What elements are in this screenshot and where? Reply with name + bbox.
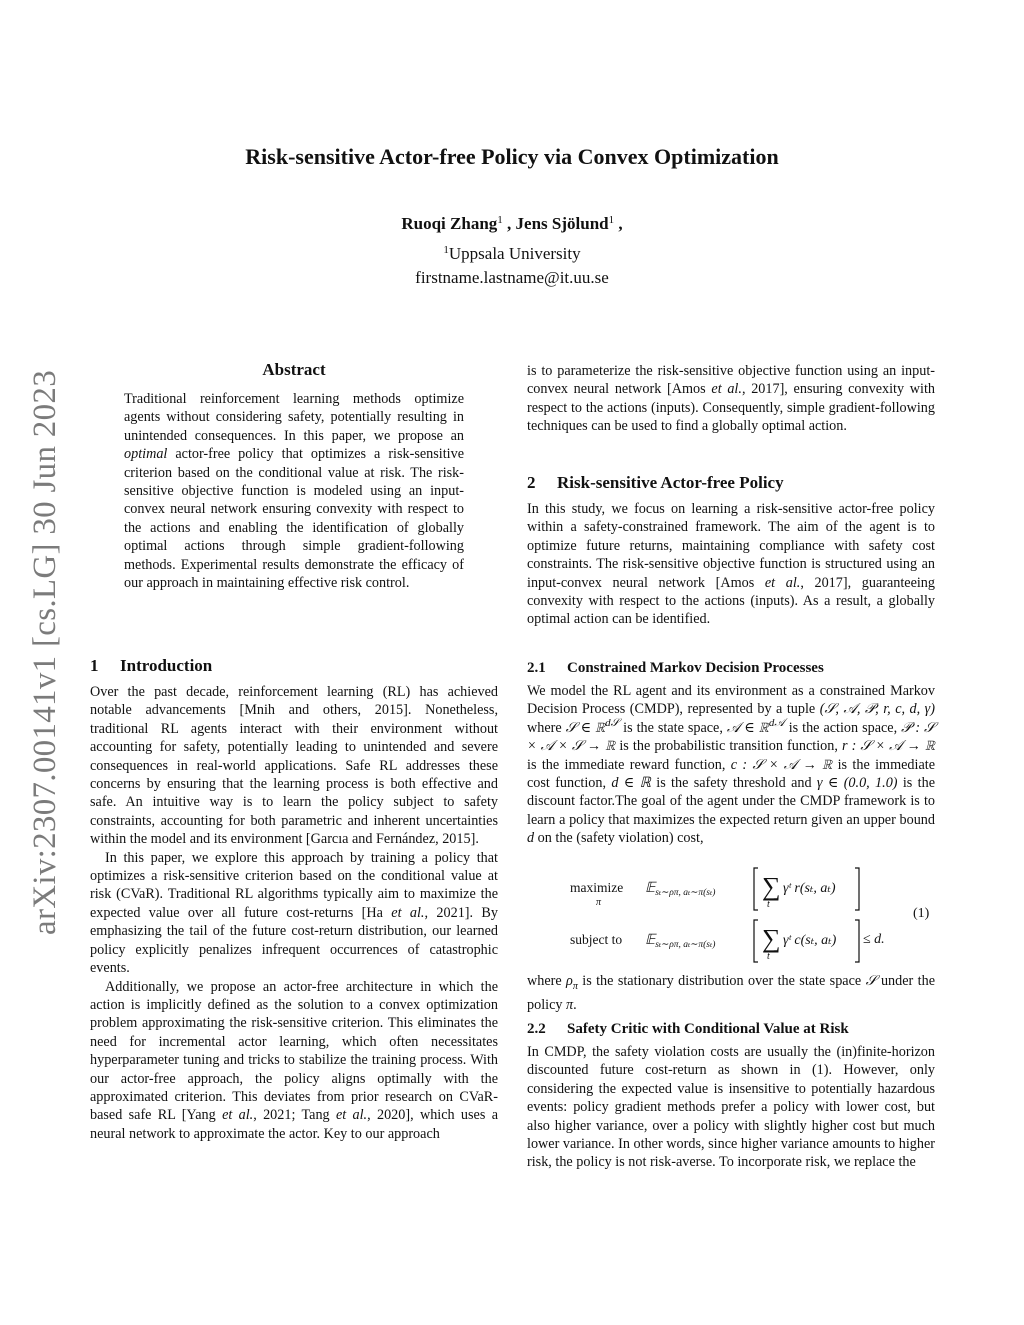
- citation-etal: et al.: [335, 1107, 368, 1124]
- math-inline: d: [527, 830, 535, 847]
- subsection-2-1-body: [527, 682, 935, 848]
- equation-explanation: [527, 972, 935, 1015]
- text-run: We model the RL agent and its environment as a constrained Markov Decision Process (CMDP), represented by a tuple: [527, 683, 935, 718]
- text-run: is to parameterize the risk-sensitive objective function using an input-convex neural network [Amos: [527, 363, 935, 398]
- math-inline: c : 𝒮 × 𝒜 → ℝ: [730, 756, 833, 773]
- math-inline: d ∈ ℝ: [611, 775, 651, 792]
- text-run: on the (safety violation) cost,: [534, 830, 704, 847]
- math-superscript: d𝒮: [605, 716, 620, 729]
- equation-expectation: [645, 932, 715, 950]
- text-run: , 2017], guaranteeing convexity with respect to the actions (inputs). As a result, a globally optimal action can be identified.: [527, 574, 935, 628]
- expectation-symbol: 𝔼: [645, 933, 656, 948]
- paragraph: In CMDP, the safety violation costs are usually the (in)finite-horizon discounted future cost-return as shown in (1). However, only considering the expected value is insensitive to potentially hazardous events: policy gradient methods prefer a policy with lower cost, but also higher variance, over a policy with slightly higher cost but much lower variance. In other words, since higher variance amounts to higher risk, the policy is not risk-averse. To incorporate risk, we replace the: [527, 1044, 935, 1171]
- math-inline: 𝒮 ∈ ℝ: [565, 719, 606, 736]
- equation-subject-to: subject to: [570, 932, 623, 947]
- citation-etal: et al.: [711, 381, 742, 398]
- section-title: Introduction: [120, 656, 213, 675]
- author-affil-mark: 1: [608, 214, 615, 226]
- equation-sum-index: t: [767, 899, 770, 910]
- equation-objective-term: γᵗ r(sₜ, aₜ): [783, 881, 836, 896]
- equation-expectation: [645, 880, 715, 898]
- affiliation: [0, 244, 1024, 264]
- author-name: Jens Sjölund: [515, 214, 609, 233]
- arxiv-stamp-text: arXiv:2307.00141v1 [cs.LG] 30 Jun 2023: [26, 369, 63, 936]
- text-run: is the discount factor.The goal of the agent under the CMDP framework is to learn a policy that maximizes the expected return given an upper bound: [527, 775, 935, 828]
- math-inline: γ ∈ (0.0, 1.0): [816, 775, 898, 792]
- text-run: is the action space,: [784, 719, 902, 736]
- text-run: is the immediate cost function,: [527, 756, 935, 792]
- abstract-heading: Abstract: [262, 360, 326, 379]
- introduction-body: [90, 683, 498, 1143]
- paragraph: [527, 972, 935, 1015]
- expectation-symbol: 𝔼: [645, 881, 656, 896]
- abstract-paragraph: [124, 390, 464, 592]
- math-inline: r : 𝒮 × 𝒜 → ℝ: [841, 738, 935, 755]
- subsection-number: 2.1: [527, 660, 546, 676]
- equation-maximize: maximize: [570, 880, 624, 895]
- author-separator: ,: [502, 214, 516, 233]
- subsection-number: 2.2: [527, 1021, 546, 1037]
- abstract-body: [124, 390, 464, 592]
- author-email: firstname.lastname@it.uu.se: [415, 268, 609, 287]
- text-run: In this study, we focus on learning a risk-sensitive actor-free policy within a safety-constrained framework. The aim of the agent is to optimize future returns, maintaining compliance with safety cost constraints. The risk-sensitive objective function is structured using an input-convex neural network [Amos: [527, 501, 935, 591]
- equation-number: (1): [913, 906, 930, 921]
- text-run: under the policy: [527, 973, 935, 1014]
- expectation-subscript: sₜ∼ρπ, aₜ∼π(sₜ): [655, 888, 716, 898]
- text-run: , 2017], ensuring convexity with respect to the actions (inputs). Consequently, simple gradient-following techniques can be used to find a globally optimal action.: [527, 381, 936, 435]
- equation-sum: ∑: [762, 872, 781, 901]
- equation-maximize-var: π: [596, 897, 602, 908]
- text-run: , 2021; Tang: [253, 1107, 336, 1124]
- section-heading-introduction: [90, 656, 212, 676]
- citation-etal: et al.: [222, 1107, 254, 1124]
- math-inline: ρ: [566, 973, 573, 989]
- text-run: In this paper, we explore this approach by training a policy that optimizes a risk-sensitive criterion based on the conditional value at risk (CVaR). Traditional RL algorithms typically aim to maximize the expected value over all future cost-returns [Ha: [90, 849, 498, 921]
- text-run: .: [573, 997, 577, 1014]
- equation-1: [527, 864, 935, 968]
- equation-sum-index: t: [767, 951, 770, 962]
- text-run: is the probabilistic transition function,: [615, 738, 842, 755]
- subsection-2-2-body: [527, 1043, 935, 1172]
- section-number: 1: [90, 656, 99, 675]
- paragraph: Over the past decade, reinforcement learning (RL) has achieved notable advancements [Mnih and others, 2015]. Nonetheless, traditional RL agents interact with their environment without accounting for safety, potentially leading to unintended and severe consequences in real-world applications. Safe RL addresses these concerns by ensuring that the learning process is both effective and safe. An intuitive way is to learn the policy subject to safety constraints, accounting for both parametric and inherent uncertainties within the model and its environment [Garcıa and Fernández, 2015].: [90, 684, 498, 848]
- paragraph: [527, 682, 935, 848]
- text-run: where: [527, 973, 567, 989]
- text-run: is the immediate reward function,: [527, 756, 731, 773]
- text-run: is the safety threshold and: [650, 775, 817, 792]
- equation-constraint-bound: ≤ d.: [863, 932, 885, 947]
- section-title: Risk-sensitive Actor-free Policy: [557, 473, 784, 492]
- math-subscript: π: [572, 980, 578, 992]
- paragraph: [90, 849, 498, 978]
- affiliation-mark: 1: [443, 244, 449, 256]
- text-run: is the stationary distribution over the state space: [577, 973, 866, 989]
- text-run: is the state space,: [619, 719, 727, 736]
- section-2-body: [527, 500, 935, 629]
- citation-etal: et al.: [391, 904, 425, 921]
- paragraph: [90, 978, 498, 1144]
- subsection-title: Safety Critic with Conditional Value at Risk: [567, 1021, 849, 1037]
- author-name: Ruoqi Zhang: [401, 214, 498, 233]
- math-superscript: d𝒜: [768, 716, 785, 729]
- text-run: , 2021]. By emphasizing the tail of the future cost-return distribution, our learned policy explicitly penalizes infrequent occurrences of catastrophic events.: [90, 904, 498, 977]
- text-run: Traditional reinforcement learning methods optimize agents without considering safety, potentially resulting in unintended consequences. In this paper, we propose an: [124, 391, 464, 444]
- paragraph: [527, 362, 935, 436]
- math-inline: 𝒫 : 𝒮 × 𝒜 × 𝒮 → ℝ: [527, 719, 936, 755]
- affiliation-name: Uppsala University: [448, 244, 581, 263]
- equation-constraint-term: γᵗ c(sₜ, aₜ): [783, 933, 837, 948]
- emphasis: optimal: [124, 446, 168, 463]
- math-inline: (𝒮, 𝒜, 𝒫, r, c, d, γ): [819, 701, 935, 718]
- subsection-heading-safety-critic: [527, 1021, 849, 1038]
- author-affil-mark: 1: [497, 214, 503, 226]
- author-separator: ,: [614, 214, 623, 233]
- math-inline: 𝒮: [865, 973, 877, 989]
- equation-sum: ∑: [762, 924, 781, 953]
- text-run: Additionally, we propose an actor-free architecture in which the action is implicitly defined as the solution to a convex optimization problem approximating the risk-sensitive criterion. This eliminates the need for incremental actor learning, which often necessitates hyperparameter tuning and tricks to stabilize the training process. With our actor-free approach, the policy aligns optimally with the approximated criterion. This deviates from prior research on CVaR-based safe RL [Yang: [90, 978, 498, 1124]
- arxiv-stamp: [0, 360, 90, 945]
- text-run: where: [527, 719, 566, 736]
- section-heading-risk-sensitive: [527, 473, 784, 493]
- section-number: 2: [527, 473, 536, 492]
- text-run: , 2020], which uses a neural network to approximate the actor. Key to our approach: [90, 1107, 498, 1142]
- citation-etal: et al.: [764, 574, 801, 591]
- paragraph: [527, 500, 935, 629]
- text-run: actor-free policy that optimizes a risk-sensitive criterion based on the conditional value at risk. The risk-sensitive objective function is modeled using an input-convex neural network ensuring convexity with respect to the actions and enabling the identification of globally optimal actions through simple gradient-following methods. Experimental results demonstrate the efficacy of our approach in maintaining effective risk control.: [124, 446, 464, 592]
- intro-continuation: [527, 362, 935, 436]
- subsection-title: Constrained Markov Decision Processes: [567, 660, 824, 676]
- math-inline: 𝒜 ∈ ℝ: [726, 719, 769, 736]
- expectation-subscript: sₜ∼ρπ, aₜ∼π(sₜ): [655, 940, 716, 950]
- paper-title: Risk-sensitive Actor-free Policy via Convex Optimization: [245, 144, 779, 169]
- subsection-heading-cmdp: [527, 660, 824, 677]
- author-list: [0, 214, 1024, 234]
- math-inline: π: [566, 997, 574, 1014]
